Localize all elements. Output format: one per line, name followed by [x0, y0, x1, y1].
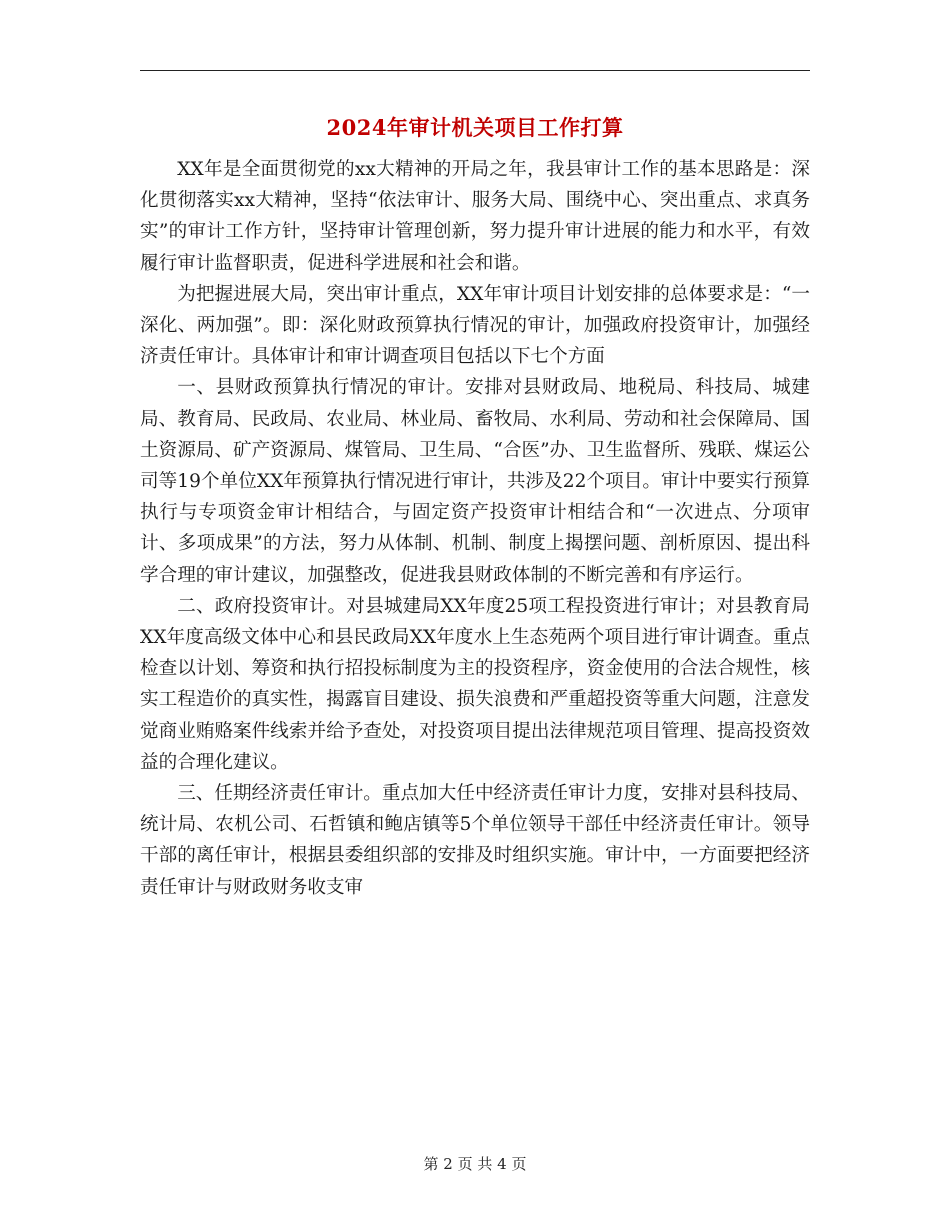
paragraph-2: 为把握进展大局，突出审计重点，XX年审计项目计划安排的总体要求是：“一深化、两加强”。即：深化财政预算执行情况的审计，加强政府投资审计，加强经济责任审计。具体审计和审计调查项目包括以下七个方面 — [140, 283, 810, 368]
paragraph-1: XX年是全面贯彻党的xx大精神的开局之年，我县审计工作的基本思路是：深化贯彻落实xx大精神，坚持“依法审计、服务大局、围绕中心、突出重点、求真务实”的审计工作方针，坚持审计管理创新，努力提升审计进展的能力和水平，有效履行审计监督职责，促进科学进展和社会和谐。 — [140, 159, 810, 274]
paragraph-4: 二、政府投资审计。对县城建局XX年度25项工程投资进行审计；对县教育局XX年度高级文体中心和县民政局XX年度水上生态苑两个项目进行审计调查。重点检查以计划、筹资和执行招投标制度为主的投资程序，资金使用的合法合规性，核实工程造价的真实性，揭露盲目建设、损失浪费和严重超投资等重大问题，注意发觉商业贿赂案件线索并给予查处，对投资项目提出法律规范项目管理、提高投资效益的合理化建议。 — [140, 595, 810, 773]
document-title: 2024年审计机关项目工作打算 — [326, 115, 624, 140]
header-rule — [140, 70, 810, 71]
paragraph-3: 一、县财政预算执行情况的审计。安排对县财政局、地税局、科技局、城建局、教育局、民政局、农业局、林业局、畜牧局、水利局、劳动和社会保障局、国土资源局、矿产资源局、煤管局、卫生局、“合医”办、卫生监督所、残联、煤运公司等19个单位XX年预算执行情况进行审计，共涉及22个项目。审计中要实行预算执行与专项资金审计相结合，与固定资产投资审计相结合和“一次进点、分项审计、多项成果”的方法，努力从体制、机制、制度上揭摆问题、剖析原因、提出科学合理的审计建议，加强整改，促进我县财政体制的不断完善和有序运行。 — [140, 377, 810, 586]
document-body — [140, 154, 810, 903]
page-number: 第 2 页 共 4 页 — [423, 1155, 527, 1173]
paragraph-5: 三、任期经济责任审计。重点加大任中经济责任审计力度，安排对县科技局、统计局、农机公司、石哲镇和鲍店镇等5个单位领导干部任中经济责任审计。领导干部的离任审计，根据县委组织部的安排及时组织实施。审计中，一方面要把经济责任审计与财政财务收支审 — [140, 783, 810, 898]
